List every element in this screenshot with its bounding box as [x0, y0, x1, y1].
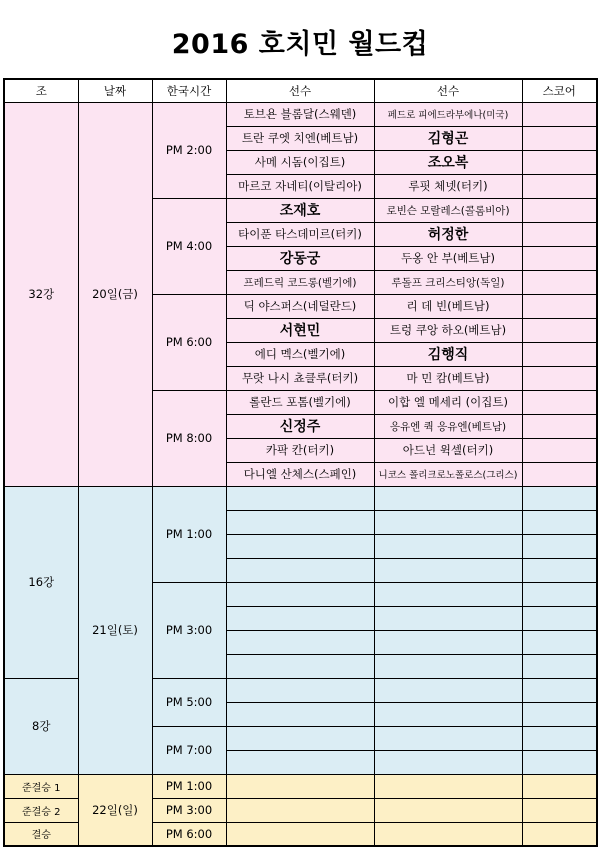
- player-cell: 토브욘 블롬달(스웨덴): [226, 102, 374, 126]
- time-cell: PM 4:00: [152, 198, 226, 294]
- player-cell: 타이푼 타스데미르(터키): [226, 222, 374, 246]
- player-cell: 김형곤: [374, 126, 522, 150]
- player-cell: 루핏 체넷(터키): [374, 174, 522, 198]
- player-cell: [374, 582, 522, 606]
- score-cell[interactable]: [522, 294, 597, 318]
- table-row: [4, 486, 597, 510]
- time-cell: PM 3:00: [152, 582, 226, 678]
- page-title: 2016 호치민 월드컵: [171, 29, 429, 60]
- header-player-1: 선수: [226, 79, 374, 102]
- player-cell: 신정주: [226, 414, 374, 438]
- player-cell: 롤란드 포톰(벨기에): [226, 390, 374, 414]
- player-cell: 루돌프 크리스티앙(독일): [374, 270, 522, 294]
- score-cell[interactable]: [522, 678, 597, 702]
- score-cell[interactable]: [522, 726, 597, 750]
- score-cell[interactable]: [522, 318, 597, 342]
- player-cell: 마 민 캄(베트남): [374, 366, 522, 390]
- player-cell: [226, 534, 374, 558]
- player-cell: 로빈슨 모랄레스(콜롬비아): [374, 198, 522, 222]
- player-cell: 페드로 피에드라부에나(미국): [374, 102, 522, 126]
- time-cell: PM 3:00: [152, 798, 226, 822]
- time-cell: PM 7:00: [152, 726, 226, 774]
- player-cell: [374, 750, 522, 774]
- score-cell[interactable]: [522, 174, 597, 198]
- table-row: [4, 102, 597, 126]
- player-cell: 조오복: [374, 150, 522, 174]
- score-cell[interactable]: [522, 486, 597, 510]
- player-cell: [226, 798, 374, 822]
- score-cell[interactable]: [522, 438, 597, 462]
- player-cell: [374, 822, 522, 846]
- player-cell: 딕 야스퍼스(네덜란드): [226, 294, 374, 318]
- score-cell[interactable]: [522, 246, 597, 270]
- score-cell[interactable]: [522, 654, 597, 678]
- table-row: [4, 774, 597, 798]
- player-cell: 리 데 빈(베트남): [374, 294, 522, 318]
- player-cell: 허정한: [374, 222, 522, 246]
- player-cell: 니코스 폴리크로노폴로스(그리스): [374, 462, 522, 486]
- player-cell: 조재호: [226, 198, 374, 222]
- player-cell: 프레드릭 코드롱(벨기에): [226, 270, 374, 294]
- player-cell: [374, 774, 522, 798]
- score-cell[interactable]: [522, 510, 597, 534]
- player-cell: [374, 558, 522, 582]
- player-cell: 아드넌 윅셀(터키): [374, 438, 522, 462]
- score-cell[interactable]: [522, 366, 597, 390]
- player-cell: [226, 630, 374, 654]
- date-cell: 20일(금): [78, 102, 152, 486]
- header-group: 조: [4, 79, 78, 102]
- player-cell: 이합 엘 메세리 (이집트): [374, 390, 522, 414]
- score-cell[interactable]: [522, 774, 597, 798]
- score-cell[interactable]: [522, 270, 597, 294]
- player-cell: [374, 678, 522, 702]
- player-cell: 에디 멕스(벨기에): [226, 342, 374, 366]
- player-cell: 응유엔 쿽 응유엔(베트남): [374, 414, 522, 438]
- player-cell: [374, 798, 522, 822]
- player-cell: [226, 582, 374, 606]
- score-cell[interactable]: [522, 462, 597, 486]
- player-cell: 두옹 안 부(베트남): [374, 246, 522, 270]
- score-cell[interactable]: [522, 222, 597, 246]
- score-cell[interactable]: [522, 150, 597, 174]
- time-cell: PM 1:00: [152, 774, 226, 798]
- player-cell: [226, 750, 374, 774]
- player-cell: 트란 쿠엣 치엔(베트남): [226, 126, 374, 150]
- player-cell: [226, 606, 374, 630]
- time-cell: PM 8:00: [152, 390, 226, 486]
- score-cell[interactable]: [522, 534, 597, 558]
- player-cell: [374, 606, 522, 630]
- player-cell: 마르코 자네티(이탈리아): [226, 174, 374, 198]
- player-cell: [226, 822, 374, 846]
- score-cell[interactable]: [522, 606, 597, 630]
- player-cell: 서현민: [226, 318, 374, 342]
- header-date: 날짜: [78, 79, 152, 102]
- player-cell: [226, 678, 374, 702]
- header-player-2: 선수: [374, 79, 522, 102]
- round-label: 16강: [4, 486, 78, 678]
- bracket-table: [3, 78, 598, 847]
- player-cell: [226, 486, 374, 510]
- player-cell: [226, 726, 374, 750]
- score-cell[interactable]: [522, 582, 597, 606]
- date-cell: 22일(일): [78, 774, 152, 846]
- header-score: 스코어: [522, 79, 597, 102]
- player-cell: 강동궁: [226, 246, 374, 270]
- player-cell: [226, 510, 374, 534]
- score-cell[interactable]: [522, 126, 597, 150]
- player-cell: [374, 534, 522, 558]
- score-cell[interactable]: [522, 414, 597, 438]
- score-cell[interactable]: [522, 342, 597, 366]
- score-cell[interactable]: [522, 798, 597, 822]
- player-cell: 김행직: [374, 342, 522, 366]
- time-cell: PM 2:00: [152, 102, 226, 198]
- score-cell[interactable]: [522, 198, 597, 222]
- round-label: 결승: [4, 822, 78, 846]
- player-cell: [226, 774, 374, 798]
- round-label: 8강: [4, 678, 78, 774]
- player-cell: [226, 654, 374, 678]
- player-cell: 사메 시돔(이집트): [226, 150, 374, 174]
- player-cell: [374, 702, 522, 726]
- player-cell: 다니엘 산체스(스페인): [226, 462, 374, 486]
- score-cell[interactable]: [522, 390, 597, 414]
- time-cell: PM 1:00: [152, 486, 226, 582]
- player-cell: [374, 726, 522, 750]
- player-cell: 카팍 칸(터키): [226, 438, 374, 462]
- player-cell: 트렁 쿠앙 하오(베트남): [374, 318, 522, 342]
- player-cell: [374, 510, 522, 534]
- score-cell[interactable]: [522, 702, 597, 726]
- score-cell[interactable]: [522, 822, 597, 846]
- header-korea-time: 한국시간: [152, 79, 226, 102]
- header-row: [4, 79, 597, 102]
- score-cell[interactable]: [522, 558, 597, 582]
- round-label: 준결승 1: [4, 774, 78, 798]
- time-cell: PM 6:00: [152, 822, 226, 846]
- score-cell[interactable]: [522, 102, 597, 126]
- player-cell: [226, 702, 374, 726]
- score-cell[interactable]: [522, 750, 597, 774]
- score-cell[interactable]: [522, 630, 597, 654]
- time-cell: PM 6:00: [152, 294, 226, 390]
- player-cell: [374, 654, 522, 678]
- player-cell: [374, 486, 522, 510]
- date-cell: 21일(토): [78, 486, 152, 774]
- player-cell: 무랏 나시 쵸클루(터키): [226, 366, 374, 390]
- round-label: 준결승 2: [4, 798, 78, 822]
- time-cell: PM 5:00: [152, 678, 226, 726]
- round-label: 32강: [4, 102, 78, 486]
- player-cell: [226, 558, 374, 582]
- player-cell: [374, 630, 522, 654]
